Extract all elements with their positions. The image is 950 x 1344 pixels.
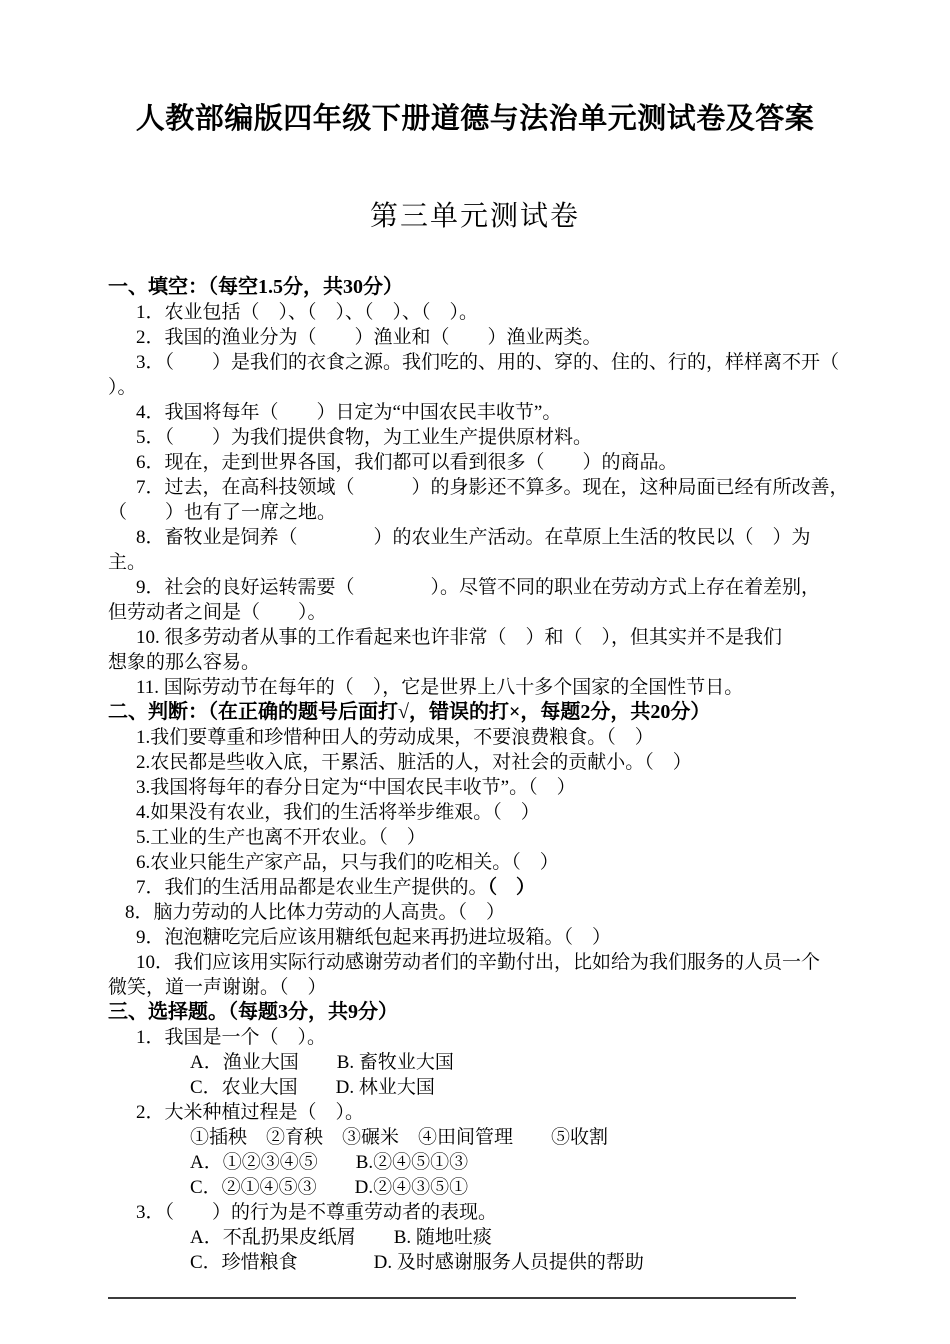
judge-q7-text: 7．我们的生活用品都是农业生产提供的。 [136, 877, 488, 898]
choice-q3-opts-ab: A．不乱扔果皮纸屑 B. 随地吐痰 [190, 1227, 492, 1248]
judge-section-heading: 二、判断：（在正确的题号后面打√，错误的打×，每题2分，共20分） [108, 701, 711, 723]
judge-q2: 2.农民都是些收入底，干累活、脏活的人，对社会的贡献小。（ ） [136, 752, 692, 773]
choice-section-heading: 三、选择题。（每题3分，共9分） [108, 1001, 398, 1023]
choice-q1: 1．我国是一个（ ）。 [136, 1027, 327, 1048]
judge-q3: 3.我国将每年的春分日定为“中国农民丰收节”。（ ） [136, 777, 576, 798]
fill-q6: 6．现在，走到世界各国，我们都可以看到很多（ ）的商品。 [136, 452, 678, 473]
fill-q2: 2．我国的渔业分为（ ）渔业和（ ）渔业两类。 [136, 327, 602, 348]
fill-q11: 11. 国际劳动节在每年的（ ），它是世界上八十多个国家的全国性节日。 [136, 677, 744, 698]
fill-q7: 7．过去，在高科技领域（ ）的身影还不算多。现在，这种局面已经有所改善， [136, 477, 849, 498]
fill-q10-wrap: 想象的那么容易。 [108, 652, 261, 673]
fill-q9-wrap: 但劳动者之间是（ ）。 [108, 602, 327, 623]
choice-q1-opts-cd: C．农业大国 D. 林业大国 [190, 1077, 435, 1098]
choice-q2-opts-ab: A．①②③④⑤ B.②④⑤①③ [190, 1152, 469, 1173]
judge-q10-wrap: 微笑，道一声谢谢。（ ） [108, 977, 327, 998]
judge-q1: 1.我们要尊重和珍惜种田人的劳动成果，不要浪费粮食。（ ） [136, 727, 654, 748]
fill-q9: 9．社会的良好运转需要（ ）。尽管不同的职业在劳动方式上存在着差别， [136, 577, 821, 598]
document-body [108, 275, 850, 1275]
choice-q1-opts-ab: A．渔业大国 B. 畜牧业大国 [190, 1052, 454, 1073]
fill-section-heading: 一、填空：（每空1.5分，共30分） [108, 276, 403, 298]
fill-q4: 4．我国将每年（ ）日定为“中国农民丰收节”。 [136, 402, 562, 423]
fill-q10: 10. 很多劳动者从事的工作看起来也许非常（ ）和（ ），但其实并不是我们 [136, 627, 783, 648]
fill-q5: 5．（ ）为我们提供食物，为工业生产提供原材料。 [136, 427, 593, 448]
choice-q3: 3．（ ）的行为是不尊重劳动者的表现。 [136, 1202, 498, 1223]
judge-q10: 10．我们应该用实际行动感谢劳动者们的辛勤付出，比如给为我们服务的人员一个 [136, 952, 821, 973]
judge-q7-answer-parens: （ ） [487, 877, 536, 898]
judge-q4: 4.如果没有农业，我们的生活将举步维艰。（ ） [136, 802, 540, 823]
fill-q3-wrap: ）。 [108, 377, 137, 398]
choice-q2-steps: ①插秧 ②育秧 ③碾米 ④田间管理 ⑤收割 [190, 1127, 609, 1148]
unit-subtitle: 第三单元测试卷 [369, 201, 580, 232]
judge-q9: 9．泡泡糖吃完后应该用糖纸包起来再扔进垃圾箱。（ ） [136, 927, 612, 948]
judge-q6: 6.农业只能生产家产品，只与我们的吃相关。（ ） [136, 852, 559, 873]
fill-q1: 1．农业包括（ ）、（ ）、（ ）、（ ）。 [136, 302, 479, 323]
page-title: 人教部编版四年级下册道德与法治单元测试卷及答案 [135, 103, 815, 135]
fill-q8: 8．畜牧业是饲养（ ）的农业生产活动。在草原上生活的牧民以（ ）为 [136, 527, 811, 548]
judge-q5: 5.工业的生产也离不开农业。（ ） [136, 827, 426, 848]
choice-q2: 2．大米种植过程是（ ）。 [136, 1102, 365, 1123]
footer-separator-line [108, 1297, 796, 1299]
judge-q7 [108, 875, 850, 900]
fill-q8-wrap: 主。 [108, 552, 147, 573]
fill-q3: 3．（ ）是我们的衣食之源。我们吃的、用的、穿的、住的、行的，样样离不开（ [136, 352, 840, 373]
fill-q7-wrap: （ ）也有了一席之地。 [108, 502, 337, 523]
choice-q3-opts-cd: C．珍惜粮食 D. 及时感谢服务人员提供的帮助 [190, 1252, 644, 1273]
choice-q2-opts-cd: C．②①④⑤③ D.②④③⑤① [190, 1177, 469, 1198]
judge-q8: 8．脑力劳动的人比体力劳动的人高贵。（ ） [125, 902, 506, 923]
